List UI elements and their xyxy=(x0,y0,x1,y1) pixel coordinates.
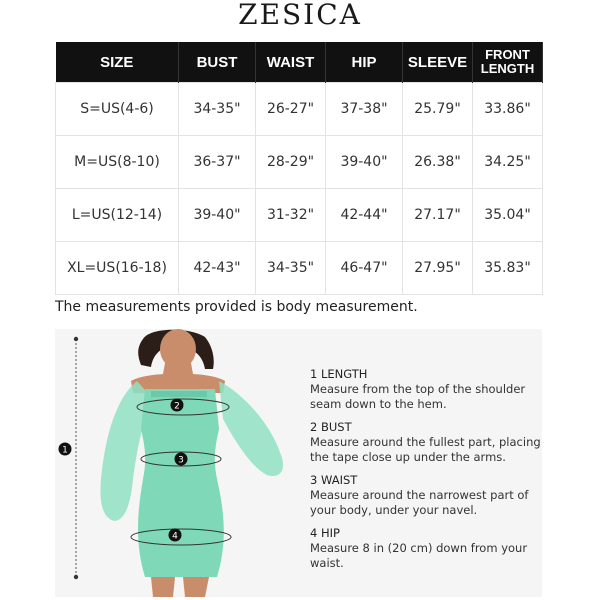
marker-2 xyxy=(171,399,184,412)
marker-1 xyxy=(59,443,72,456)
waist-cell: 31-32" xyxy=(256,189,326,242)
marker-3 xyxy=(175,453,188,466)
header-size: SIZE xyxy=(56,42,179,83)
waist-instruction xyxy=(310,473,550,518)
front-length-cell: 34.25" xyxy=(473,136,543,189)
hip-cell: 46-47" xyxy=(326,242,403,295)
marker-4-label: 4 xyxy=(172,531,178,542)
measurement-note: The measurements provided is body measurement. xyxy=(55,299,418,315)
size-cell: XL=US(16-18) xyxy=(56,242,179,295)
table-header-row xyxy=(56,42,543,83)
front-length-cell: 35.83" xyxy=(473,242,543,295)
waist-title: 3 WAIST xyxy=(310,473,358,487)
header-waist: WAIST xyxy=(256,42,326,83)
sleeve-cell: 27.17" xyxy=(403,189,473,242)
sleeve-cell: 27.95" xyxy=(403,242,473,295)
bust-cell: 34-35" xyxy=(179,83,256,136)
header-hip: HIP xyxy=(326,42,403,83)
header-sleeve: SLEEVE xyxy=(403,42,473,83)
waist-cell: 26-27" xyxy=(256,83,326,136)
sleeve-cell: 25.79" xyxy=(403,83,473,136)
length-instruction xyxy=(310,367,550,412)
table-row xyxy=(56,136,543,189)
bust-cell: 39-40" xyxy=(179,189,256,242)
table-row xyxy=(56,189,543,242)
measurement-guide-panel xyxy=(55,329,542,597)
hip-desc: Measure 8 in (20 cm) down from your waist. xyxy=(310,541,528,570)
marker-3-label: 3 xyxy=(178,455,184,466)
marker-1-label: 1 xyxy=(62,445,68,456)
header-front-line2: LENGTH xyxy=(480,61,535,76)
bust-cell: 42-43" xyxy=(179,242,256,295)
length-title: 1 LENGTH xyxy=(310,367,368,381)
hip-cell: 37-38" xyxy=(326,83,403,136)
size-cell: S=US(4-6) xyxy=(56,83,179,136)
header-front-length xyxy=(473,42,543,83)
measurement-instructions xyxy=(310,367,550,579)
marker-2-label: 2 xyxy=(174,401,180,412)
length-desc: Measure from the top of the shoulder seam down to the hem. xyxy=(310,382,526,411)
waist-desc: Measure around the narrowest part of your body, under your navel. xyxy=(310,488,529,517)
waist-cell: 34-35" xyxy=(256,242,326,295)
size-cell: M=US(8-10) xyxy=(56,136,179,189)
front-length-cell: 35.04" xyxy=(473,189,543,242)
size-cell: L=US(12-14) xyxy=(56,189,179,242)
hip-title: 4 HIP xyxy=(310,526,340,540)
waist-cell: 28-29" xyxy=(256,136,326,189)
size-chart-table xyxy=(55,42,543,295)
hip-cell: 39-40" xyxy=(326,136,403,189)
marker-4 xyxy=(169,529,182,542)
hip-instruction xyxy=(310,526,550,571)
header-front-line1: FRONT xyxy=(485,47,530,62)
table-row xyxy=(56,242,543,295)
marker-layer xyxy=(55,329,315,597)
hip-cell: 42-44" xyxy=(326,189,403,242)
header-bust: BUST xyxy=(179,42,256,83)
bust-instruction xyxy=(310,420,550,465)
bust-cell: 36-37" xyxy=(179,136,256,189)
brand-logo: ZESICA xyxy=(238,0,362,31)
sleeve-cell: 26.38" xyxy=(403,136,473,189)
bust-desc: Measure around the fullest part, placing the tape close up under the arms. xyxy=(310,435,541,464)
bust-title: 2 BUST xyxy=(310,420,352,434)
table-row xyxy=(56,83,543,136)
front-length-cell: 33.86" xyxy=(473,83,543,136)
